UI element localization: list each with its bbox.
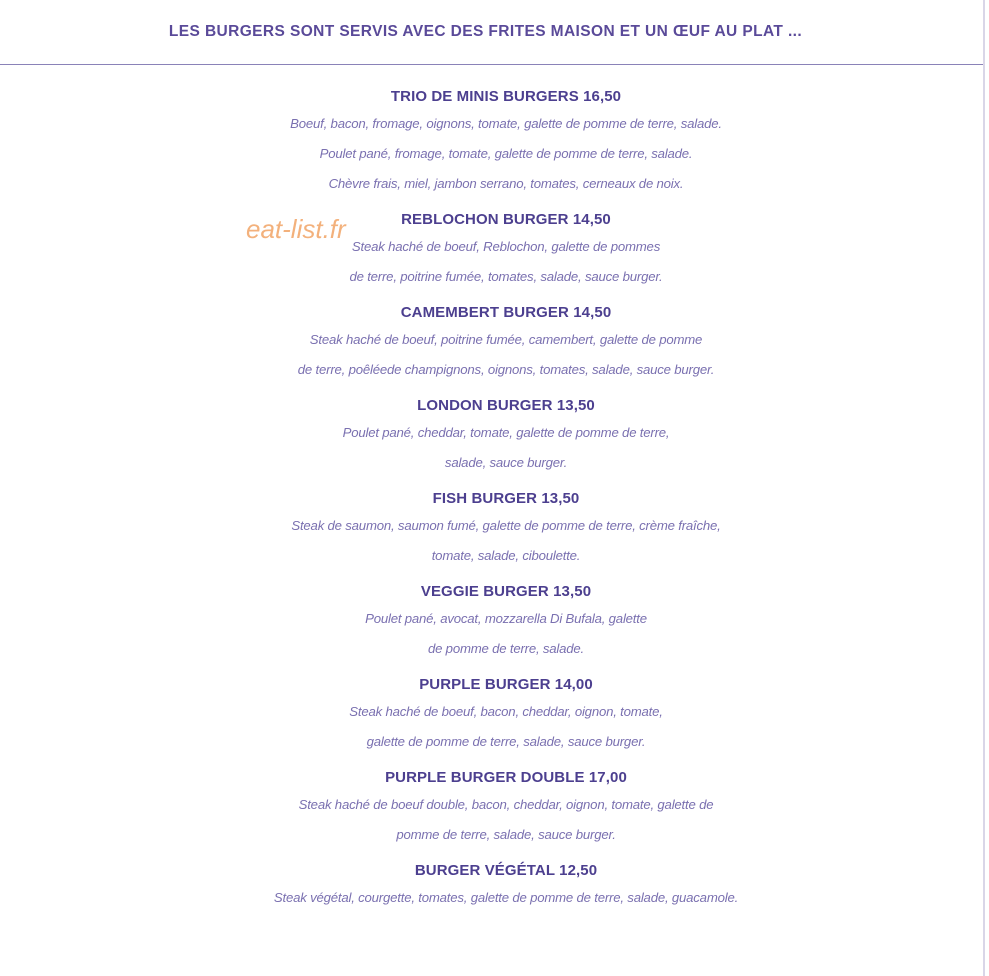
menu-item-title: REBLOCHON BURGER 14,50 (401, 211, 611, 228)
menu-item-description: Steak haché de boeuf, bacon, cheddar, oignon, tomate, (349, 704, 663, 719)
menu-item-title: CAMEMBERT BURGER 14,50 (400, 304, 612, 321)
menu-item-fish (0, 486, 989, 571)
menu-item-description: Poulet pané, fromage, tomate, galette de pomme de terre, salade. (319, 146, 693, 161)
menu-item-vegetal (0, 858, 989, 913)
menu-item-description: Chèvre frais, miel, jambon serrano, tomates, cerneaux de noix. (328, 176, 684, 191)
menu-item-description: de pomme de terre, salade. (427, 641, 585, 656)
menu-item-camembert (0, 300, 989, 385)
menu-item-title: PURPLE BURGER DOUBLE 17,00 (385, 769, 627, 786)
menu-item-veggie (0, 579, 989, 664)
menu-item-title: LONDON BURGER 13,50 (417, 397, 595, 414)
menu-item-description: Steak végétal, courgette, tomates, galette de pomme de terre, salade, guacamole. (273, 890, 739, 905)
menu-item-title: PURPLE BURGER 14,00 (419, 676, 593, 693)
menu-item-description: de terre, poêléede champignons, oignons, tomates, salade, sauce burger. (297, 362, 715, 377)
menu-item-purple-double (0, 765, 989, 850)
menu-item-title: FISH BURGER 13,50 (432, 490, 580, 507)
menu-item-description: Poulet pané, avocat, mozzarella Di Bufala, galette (365, 611, 647, 626)
burger-list (0, 84, 989, 913)
menu-item-description: de terre, poitrine fumée, tomates, salade, sauce burger. (349, 269, 663, 284)
menu-item-description: Poulet pané, cheddar, tomate, galette de pomme de terre, (342, 425, 670, 440)
menu-header-title: LES BURGERS SONT SERVIS AVEC DES FRITES MAISON ET UN ŒUF AU PLAT ... (168, 23, 803, 40)
menu-item-description: Steak haché de boeuf, Reblochon, galette de pommes (351, 239, 661, 254)
watermark-logo: eat-list.fr (246, 214, 346, 244)
menu-item-description: pomme de terre, salade, sauce burger. (396, 827, 616, 842)
menu-item-reblochon (0, 207, 989, 292)
menu-item-title: VEGGIE BURGER 13,50 (420, 583, 592, 600)
menu-item-description: salade, sauce burger. (444, 455, 568, 470)
menu-item-description: Steak haché de boeuf, poitrine fumée, camembert, galette de pomme (309, 332, 703, 347)
menu-item-trio (0, 84, 989, 199)
menu-item-description: galette de pomme de terre, salade, sauce burger. (366, 734, 646, 749)
menu-item-title: TRIO DE MINIS BURGERS 16,50 (390, 88, 622, 105)
menu-item-london (0, 393, 989, 478)
menu-item-description: Steak haché de boeuf double, bacon, cheddar, oignon, tomate, galette de (298, 797, 714, 812)
menu-header (0, 0, 983, 65)
menu-item-description: Boeuf, bacon, fromage, oignons, tomate, galette de pomme de terre, salade. (290, 116, 722, 131)
menu-item-description: Steak de saumon, saumon fumé, galette de pomme de terre, crème fraîche, (291, 518, 721, 533)
menu-item-purple (0, 672, 989, 757)
menu-item-title: BURGER VÉGÉTAL 12,50 (414, 862, 598, 879)
menu-item-description: tomate, salade, ciboulette. (431, 548, 581, 563)
